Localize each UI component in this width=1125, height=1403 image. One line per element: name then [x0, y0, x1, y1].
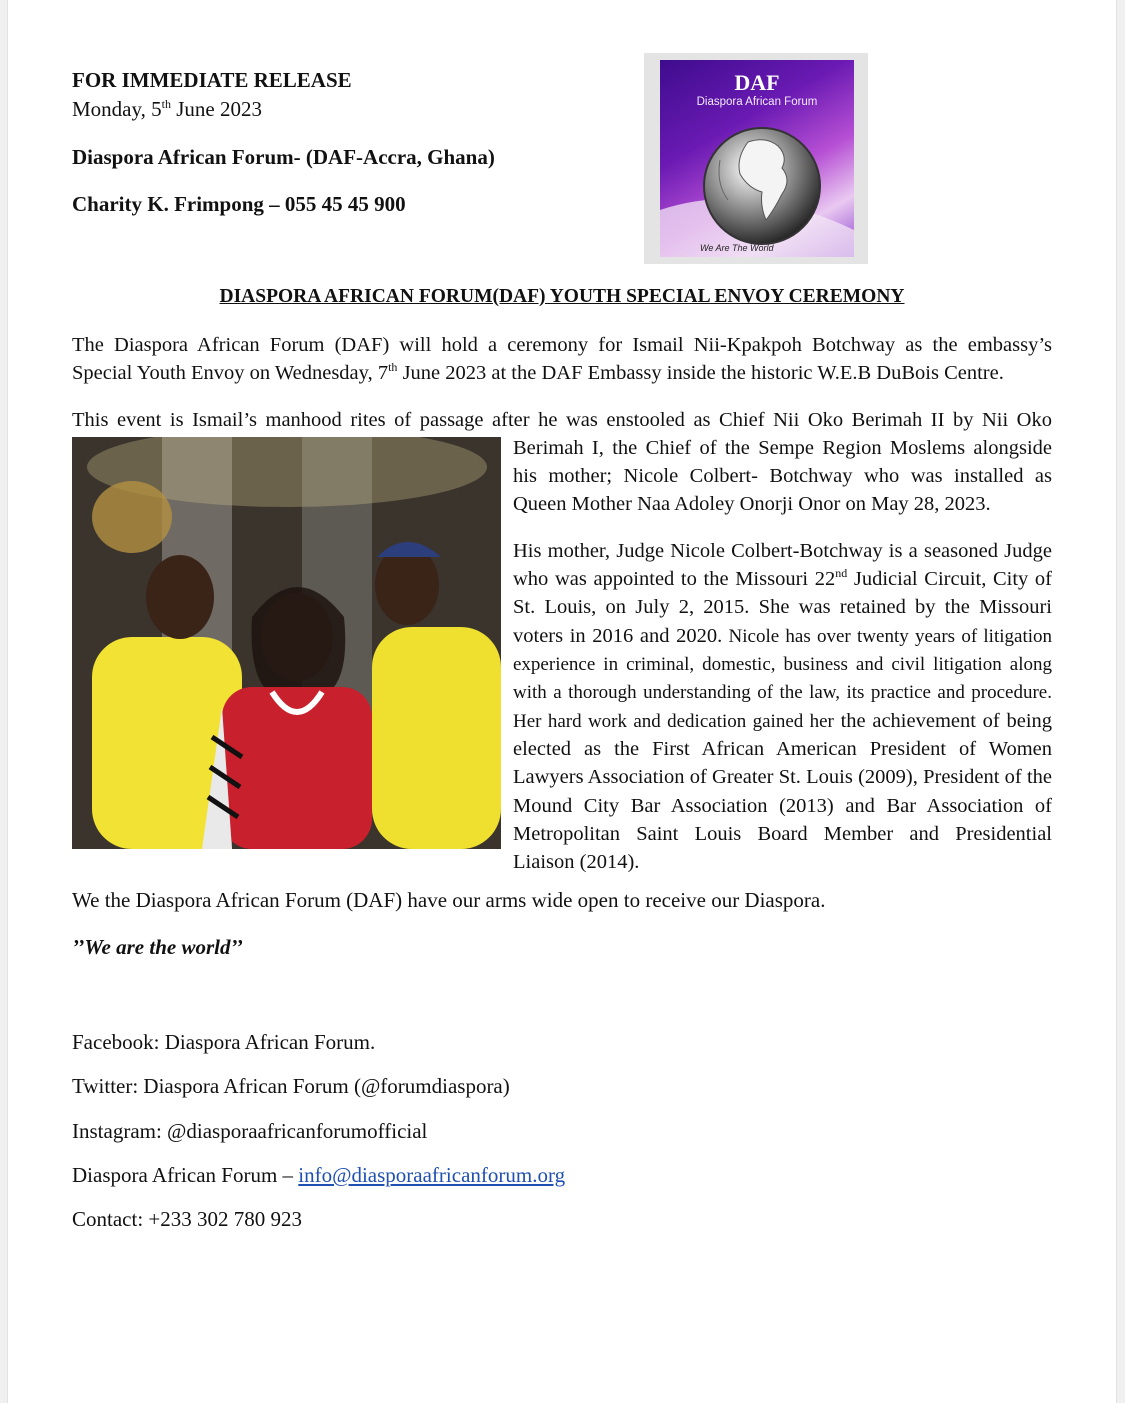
document-page [8, 0, 1116, 1403]
logo-acronym: DAF [734, 70, 780, 95]
press-release-title: DIASPORA AFRICAN FORUM(DAF) YOUTH SPECIAL ENVOY CEREMONY [219, 286, 905, 307]
logo-tagline: We Are The World [700, 243, 774, 253]
facebook-line: Facebook: Diaspora African Forum. [72, 1030, 376, 1054]
contact-line: Contact: +233 302 780 923 [72, 1207, 302, 1231]
release-label: FOR IMMEDIATE RELEASE [72, 68, 352, 92]
paragraph-rites-line1: This event is Ismail’s manhood rites of passage after he was enstooled as Chief Nii Oko Berimah II by Nii Oko [72, 409, 1052, 431]
paragraph-judge: His mother, Judge Nicole Colbert-Botchway is a seasoned Judge who was appointed to the Missouri 22nd Judicial Circuit, City of St. Louis, on July 2, 2015. She was retained by the Missouri voters in 2016 and 2020. Nicole has over twenty years of litigation experience in criminal, domestic, business and civil litigation along with a thorough understanding of the law, its practice and procedure. Her hard work and dedication gained her the achievement of being elected as the First African American President of Women Lawyers Association of Greater St. Louis (2009), President of the Mound City Bar Association (2013) and Bar Association of Metropolitan Saint Louis Board Member and Presidential Liaison (2014). [513, 540, 1053, 874]
paragraph-intro: The Diaspora African Forum (DAF) will hold a ceremony for Ismail Nii-Kpakpoh Botchway as the embassy’s Special Youth Envoy on Wednesday, 7th June 2023 at the DAF Embassy inside the historic W.E.B DuBois Centre. [72, 334, 1052, 385]
group-photo [72, 437, 501, 849]
email-line: Diaspora African Forum – info@diasporaafricanforum.org [72, 1163, 566, 1187]
instagram-line: Instagram: @diasporaafricanforumofficial [72, 1119, 428, 1143]
daf-logo [660, 60, 854, 257]
organization-line: Diaspora African Forum- (DAF-Accra, Ghana) [72, 145, 495, 169]
photo-illustration [72, 437, 501, 849]
email-link[interactable]: info@diasporaafricanforum.org [298, 1163, 566, 1187]
contact-person: Charity K. Frimpong – 055 45 45 900 [72, 192, 406, 216]
paragraph-rites-rest: Berimah I, the Chief of the Sempe Region Moslems alongside his mother; Nicole Colbert- Botchway who was installed as Queen Mother Naa Adoley Onorji Onor on May 28, 2023. [513, 437, 1052, 516]
release-date: Monday, 5th June 2023 [72, 97, 262, 121]
closing-statement: We the Diaspora African Forum (DAF) have our arms wide open to receive our Diaspora. [72, 888, 826, 912]
logo-name: Diaspora African Forum [696, 96, 818, 108]
twitter-line: Twitter: Diaspora African Forum (@forumdiaspora) [72, 1074, 510, 1098]
slogan: ’’We are the world’’ [72, 935, 243, 959]
